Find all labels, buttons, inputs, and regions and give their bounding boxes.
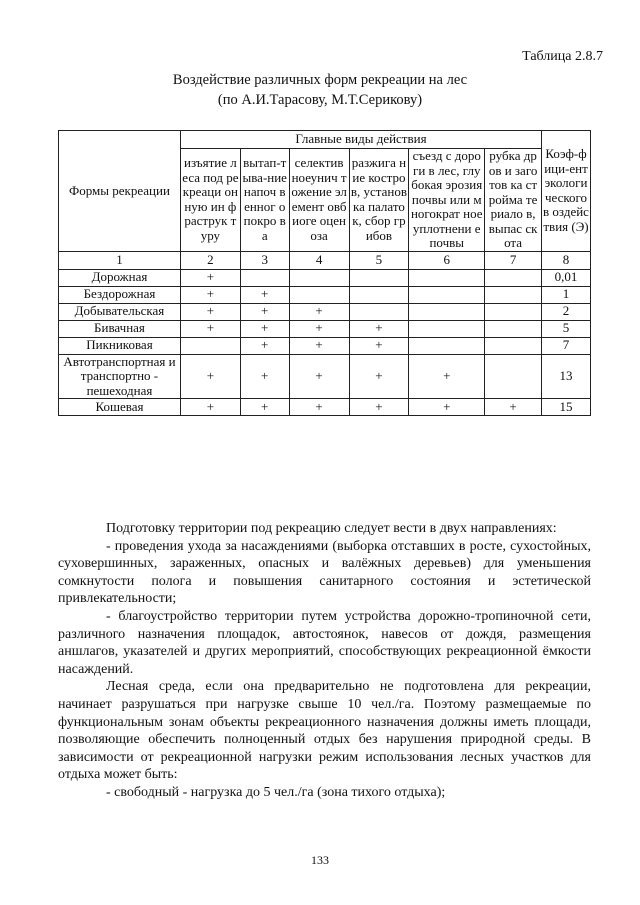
impact-cell (409, 320, 485, 337)
coefficient-cell: 15 (542, 399, 591, 416)
table-row (59, 354, 591, 399)
form-name-cell: Дорожная (59, 269, 181, 286)
impact-cell: + (349, 337, 409, 354)
table-row (59, 399, 591, 416)
impact-cell: + (349, 399, 409, 416)
impact-cell: + (180, 320, 240, 337)
impact-cell: + (289, 399, 349, 416)
header-action: вытап-тыва-ние напоч венног о покро ва (240, 149, 289, 252)
coefficient-cell: 0,01 (542, 269, 591, 286)
impact-cell (289, 269, 349, 286)
header-action: селектив ноеунич тожение элемент овбиоге оценоза (289, 149, 349, 252)
form-name-cell: Бездорожная (59, 286, 181, 303)
recreation-impact-table (58, 130, 591, 416)
impact-cell: + (240, 320, 289, 337)
table-row (59, 269, 591, 286)
header-action: изъятие леса под рекреаци онную ин фраструк туру (180, 149, 240, 252)
impact-cell: + (180, 286, 240, 303)
impact-cell: + (349, 354, 409, 399)
impact-cell: + (180, 269, 240, 286)
column-number: 5 (349, 251, 409, 269)
column-number: 8 (542, 251, 591, 269)
impact-cell: + (289, 303, 349, 320)
impact-cell (180, 337, 240, 354)
form-name-cell: Бивачная (59, 320, 181, 337)
column-number: 6 (409, 251, 485, 269)
header-forms: Формы рекреации (59, 131, 181, 252)
table-row (59, 320, 591, 337)
impact-cell (485, 286, 542, 303)
impact-cell (485, 320, 542, 337)
coefficient-cell: 1 (542, 286, 591, 303)
impact-cell: + (180, 399, 240, 416)
column-number-row (59, 251, 591, 269)
form-name-cell: Автотранспортная и транспортно - пешеходная (59, 354, 181, 399)
impact-cell: + (240, 399, 289, 416)
impact-cell (485, 337, 542, 354)
form-name-cell: Добывательская (59, 303, 181, 320)
impact-cell: + (349, 320, 409, 337)
impact-cell (289, 286, 349, 303)
impact-cell (409, 269, 485, 286)
coefficient-cell: 7 (542, 337, 591, 354)
impact-cell (409, 286, 485, 303)
form-name-cell: Пикниковая (59, 337, 181, 354)
column-number: 3 (240, 251, 289, 269)
impact-cell (485, 269, 542, 286)
header-action: съезд с дороги в лес, глубокая эрозия почвы или многократ ное уплотнени е почвы (409, 149, 485, 252)
header-coefficient: Коэф-фици-ентэкологическогов оздейс твия (Э) (542, 131, 591, 252)
table-body (59, 269, 591, 416)
table-row (59, 303, 591, 320)
coefficient-cell: 2 (542, 303, 591, 320)
column-number: 1 (59, 251, 181, 269)
coefficient-cell: 5 (542, 320, 591, 337)
list-paragraph: - свободный - нагрузка до 5 чел./га (зона тихого отдыха); (106, 784, 446, 800)
page-number: 133 (311, 853, 329, 867)
impact-cell: + (289, 337, 349, 354)
impact-cell (485, 354, 542, 399)
impact-cell: + (409, 399, 485, 416)
coefficient-cell: 13 (542, 354, 591, 399)
column-number: 2 (180, 251, 240, 269)
table-label: Таблица 2.8.7 (522, 49, 603, 64)
form-name-cell: Кошевая (59, 399, 181, 416)
header-main-actions: Главные виды действия (180, 131, 541, 149)
table-row (59, 337, 591, 354)
impact-cell: + (180, 354, 240, 399)
impact-cell: + (485, 399, 542, 416)
impact-cell (485, 303, 542, 320)
list-paragraph: - благоустройство территории путем устройства дорожно-тропиночной сети, различного назначения площадок, автостоянок, навесов от дождя, размещения аншлагов, указателей и других мероприятий, способствующих рекреационной ёмкости насаждений. (58, 608, 591, 677)
impact-cell (409, 303, 485, 320)
impact-cell: + (240, 337, 289, 354)
column-number: 7 (485, 251, 542, 269)
impact-cell (349, 286, 409, 303)
paragraph: Лесная среда, если она предварительно не подготовлена для рекреации, начинает разрушаться при нагрузке свыше 10 чел./га. Поэтому размещаемые по функциональным зонам объекты рекреационного назначения должны иметь площади, позволяющие обеспечить полноценный отдых без нарушения природной среды. В зависимости от рекреационной нагрузки режим использования лесных участков для отдыха может быть: (58, 679, 591, 783)
impact-cell: + (240, 286, 289, 303)
impact-cell: + (240, 354, 289, 399)
impact-cell (349, 303, 409, 320)
impact-cell: + (289, 320, 349, 337)
table-row (59, 286, 591, 303)
table-source: (по А.И.Тарасову, М.Т.Серикову) (217, 92, 423, 108)
paragraph: Подготовку территории под рекреацию следует вести в двух направлениях: (106, 521, 557, 536)
body-text (58, 520, 591, 802)
impact-cell (349, 269, 409, 286)
column-number: 4 (289, 251, 349, 269)
impact-cell (240, 269, 289, 286)
header-action: разжига ние костров, установ ка палаток, сбор грибов (349, 149, 409, 252)
impact-cell: + (409, 354, 485, 399)
impact-cell (409, 337, 485, 354)
impact-cell: + (289, 354, 349, 399)
header-action: рубка дров и заготов ка стройма териало в, выпас скота (485, 149, 542, 252)
list-paragraph: - проведения ухода за насаждениями (выборка отставших в росте, сухостойных, суховершинных, зараженных, опасных и валёжных деревьев) для уменьшения сомкнутости полога и повышения санитарного состояния и эстетической привлекательности; (58, 538, 591, 607)
impact-cell: + (240, 303, 289, 320)
table-title: Воздействие различных форм рекреации на лес (172, 72, 468, 88)
impact-cell: + (180, 303, 240, 320)
